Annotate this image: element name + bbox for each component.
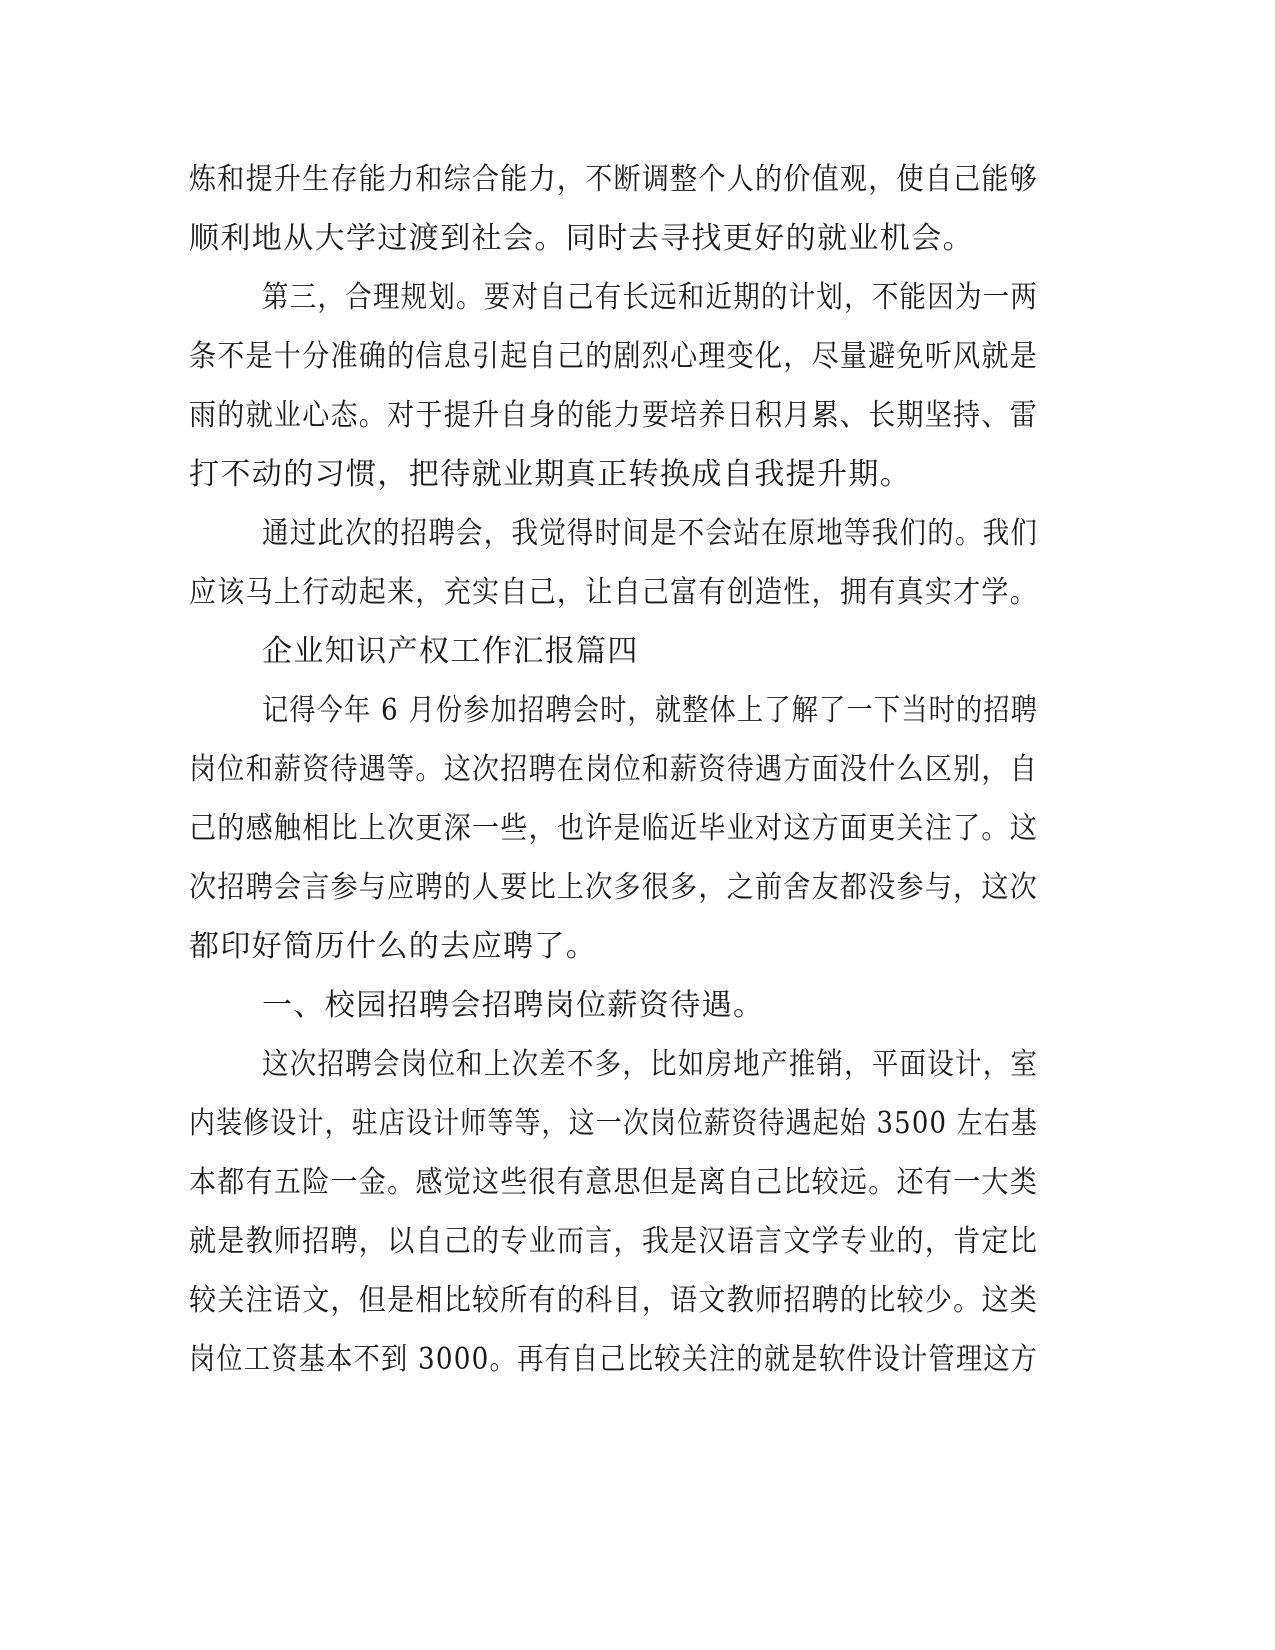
text-line: 顺利地从大学过渡到社会。同时去寻找更好的就业机会。 — [189, 221, 974, 256]
paragraph-first-line: 通过此次的招聘会，我觉得时间是不会站在原地等我们的。我们 — [262, 516, 1039, 551]
text-line: 打不动的习惯，把待就业期真正转换成自我提升期。 — [189, 457, 912, 492]
text-line: 己的感触相比上次更深一些，也许是临近毕业对这方面更关注了。这 — [189, 811, 1039, 846]
text-line: 炼和提升生存能力和综合能力，不断调整个人的价值观，使自己能够 — [189, 162, 1039, 197]
subsection-heading: 一、校园招聘会招聘岗位薪资待遇。 — [262, 988, 765, 1023]
text-line: 都印好简历什么的去应聘了。 — [189, 929, 598, 964]
section-heading: 企业知识产权工作汇报篇四 — [262, 634, 639, 669]
text-line: 岗位和薪资待遇等。这次招聘在岗位和薪资待遇方面没什么区别，自 — [189, 752, 1039, 787]
text-line: 应该马上行动起来，充实自己，让自己富有创造性，拥有真实才学。 — [189, 575, 1039, 610]
paragraph-first-line: 第三，合理规划。要对自己有长远和近期的计划，不能因为一两 — [262, 280, 1039, 315]
paragraph-first-line: 这次招聘会岗位和上次差不多，比如房地产推销，平面设计，室 — [262, 1047, 1039, 1082]
text-line: 内装修设计，驻店设计师等等，这一次岗位薪资待遇起始 3500 左右基 — [189, 1106, 1039, 1141]
text-line: 岗位工资基本不到 3000。再有自己比较关注的就是软件设计管理这方 — [189, 1342, 1039, 1377]
text-line: 就是教师招聘，以自己的专业而言，我是汉语言文学专业的，肯定比 — [189, 1224, 1039, 1259]
text-line: 本都有五险一金。感觉这些很有意思但是离自己比较远。还有一大类 — [189, 1165, 1039, 1200]
paragraph-first-line: 记得今年 6 月份参加招聘会时，就整体上了解了一下当时的招聘 — [262, 693, 1039, 728]
text-line: 条不是十分准确的信息引起自己的剧烈心理变化，尽量避免听风就是 — [189, 339, 1039, 374]
text-line: 雨的就业心态。对于提升自身的能力要培养日积月累、长期坚持、雷 — [189, 398, 1039, 433]
text-line: 较关注语文，但是相比较所有的科目，语文教师招聘的比较少。这类 — [189, 1283, 1039, 1318]
text-line: 次招聘会言参与应聘的人要比上次多很多，之前舍友都没参与，这次 — [189, 870, 1039, 905]
